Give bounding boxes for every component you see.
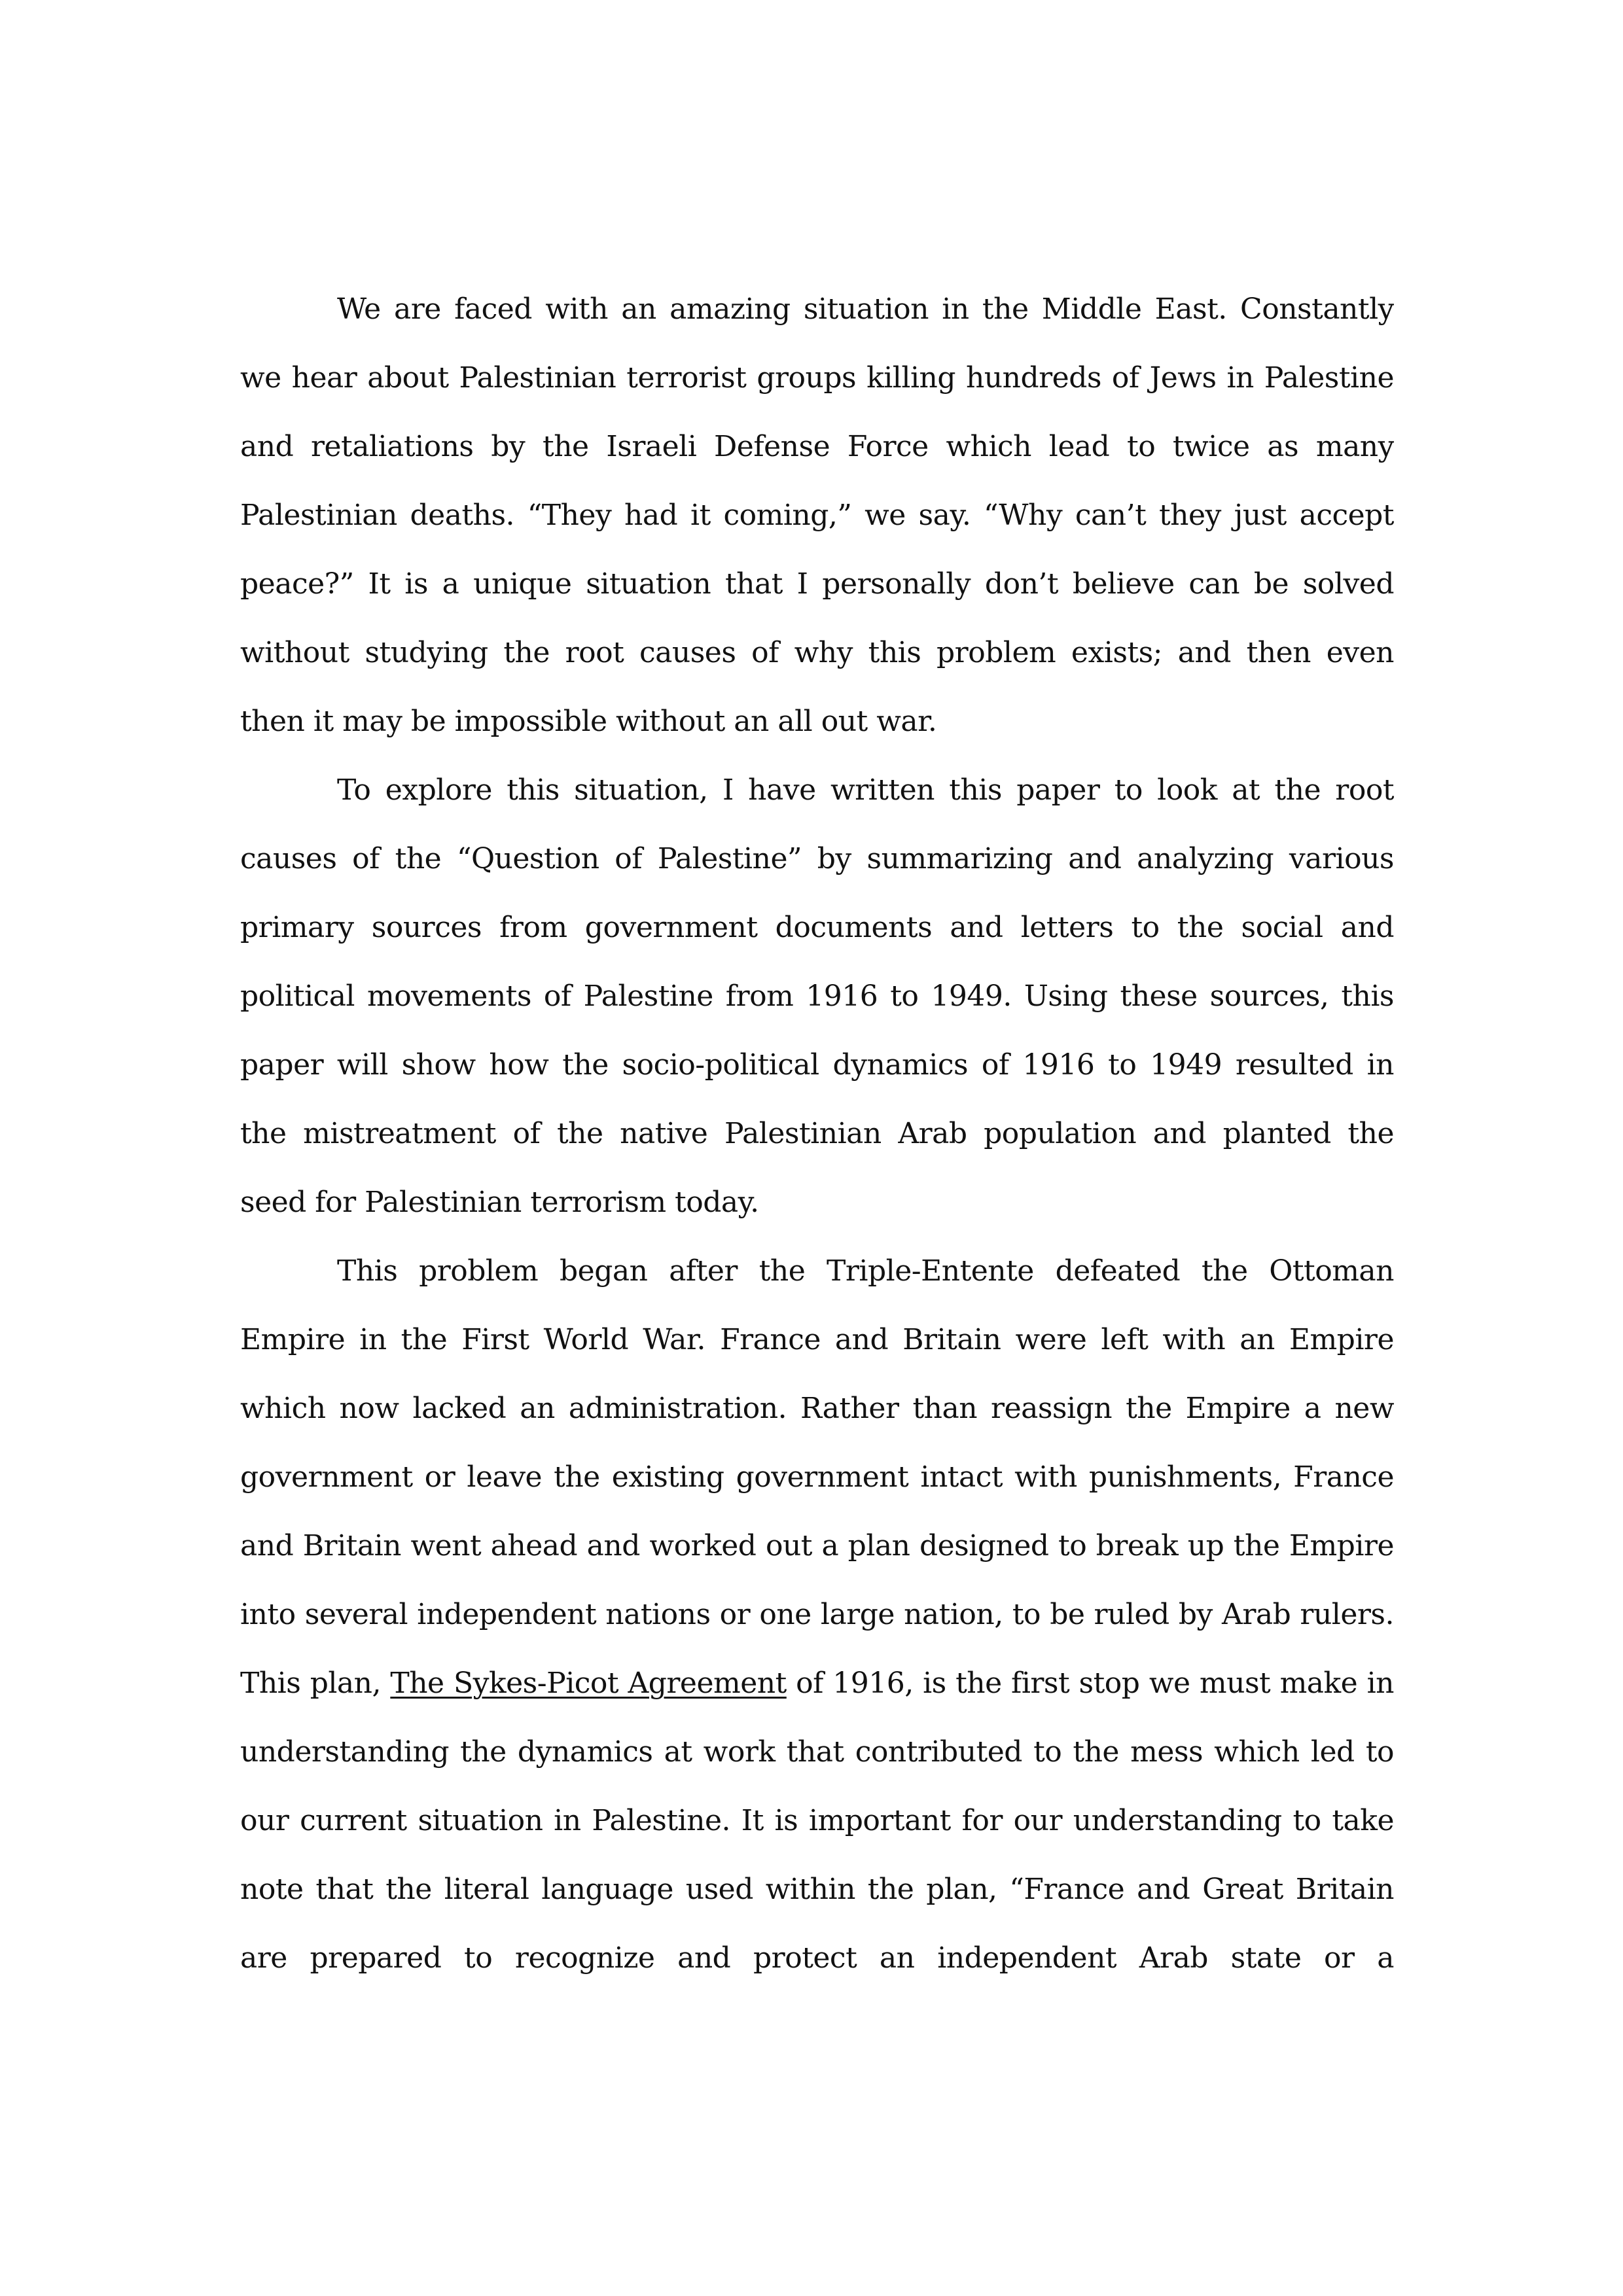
text-line: Empire in the First World War. France and Britain were left with an Empire [240, 1323, 1394, 1356]
text-line: then it may be impossible without an all out war. [240, 705, 937, 738]
text-line: political movements of Palestine from 1916 to 1949. Using these sources, this [240, 980, 1394, 1013]
text-segment: This plan, [240, 1667, 391, 1700]
text-line: causes of the “Question of Palestine” by summarizing and analyzing various [240, 842, 1394, 875]
text-line: without studying the root causes of why this problem exists; and then even [240, 636, 1394, 669]
text-line: note that the literal language used within the plan, “France and Great Britain [240, 1873, 1394, 1906]
document-page [240, 287, 1394, 2004]
text-line: To explore this situation, I have written this paper to look at the root [337, 773, 1394, 807]
text-line: into several independent nations or one large nation, to be ruled by Arab rulers. [240, 1598, 1394, 1631]
text-segment: of 1916, is the first stop we must make in [786, 1667, 1394, 1700]
text-line: and Britain went ahead and worked out a plan designed to break up the Empire [240, 1529, 1394, 1563]
text-line: paper will show how the socio-political dynamics of 1916 to 1949 resulted in [240, 1048, 1394, 1082]
paragraph-1 [240, 287, 1394, 768]
text-line: and retaliations by the Israeli Defense Force which lead to twice as many [240, 430, 1394, 463]
text-line: We are faced with an amazing situation in the Middle East. Constantly [337, 292, 1394, 326]
text-line: are prepared to recognize and protect an independent Arab state or a [240, 1941, 1394, 1975]
paragraph-2 [240, 768, 1394, 1248]
text-line: peace?” It is a unique situation that I personally don’t believe can be solved [240, 567, 1394, 601]
text-line: This problem began after the Triple-Entente defeated the Ottoman [337, 1254, 1394, 1288]
text-line: seed for Palestinian terrorism today. [240, 1186, 759, 1219]
text-line: government or leave the existing government intact with punishments, France [240, 1460, 1394, 1494]
text-line: we hear about Palestinian terrorist groups killing hundreds of Jews in Palestine [240, 361, 1394, 395]
underlined-title: The Sykes-Picot Agreement [390, 1667, 787, 1700]
text-line: our current situation in Palestine. It is important for our understanding to take [240, 1804, 1394, 1837]
paragraph-3 [240, 1248, 1394, 2004]
text-line: the mistreatment of the native Palestinian Arab population and planted the [240, 1117, 1394, 1150]
text-line: understanding the dynamics at work that contributed to the mess which led to [240, 1735, 1394, 1769]
text-line: which now lacked an administration. Rather than reassign the Empire a new [240, 1392, 1394, 1425]
text-line [240, 1661, 1394, 1729]
text-line: primary sources from government documents and letters to the social and [240, 911, 1394, 944]
text-line: Palestinian deaths. “They had it coming,” we say. “Why can’t they just accept [240, 499, 1394, 532]
